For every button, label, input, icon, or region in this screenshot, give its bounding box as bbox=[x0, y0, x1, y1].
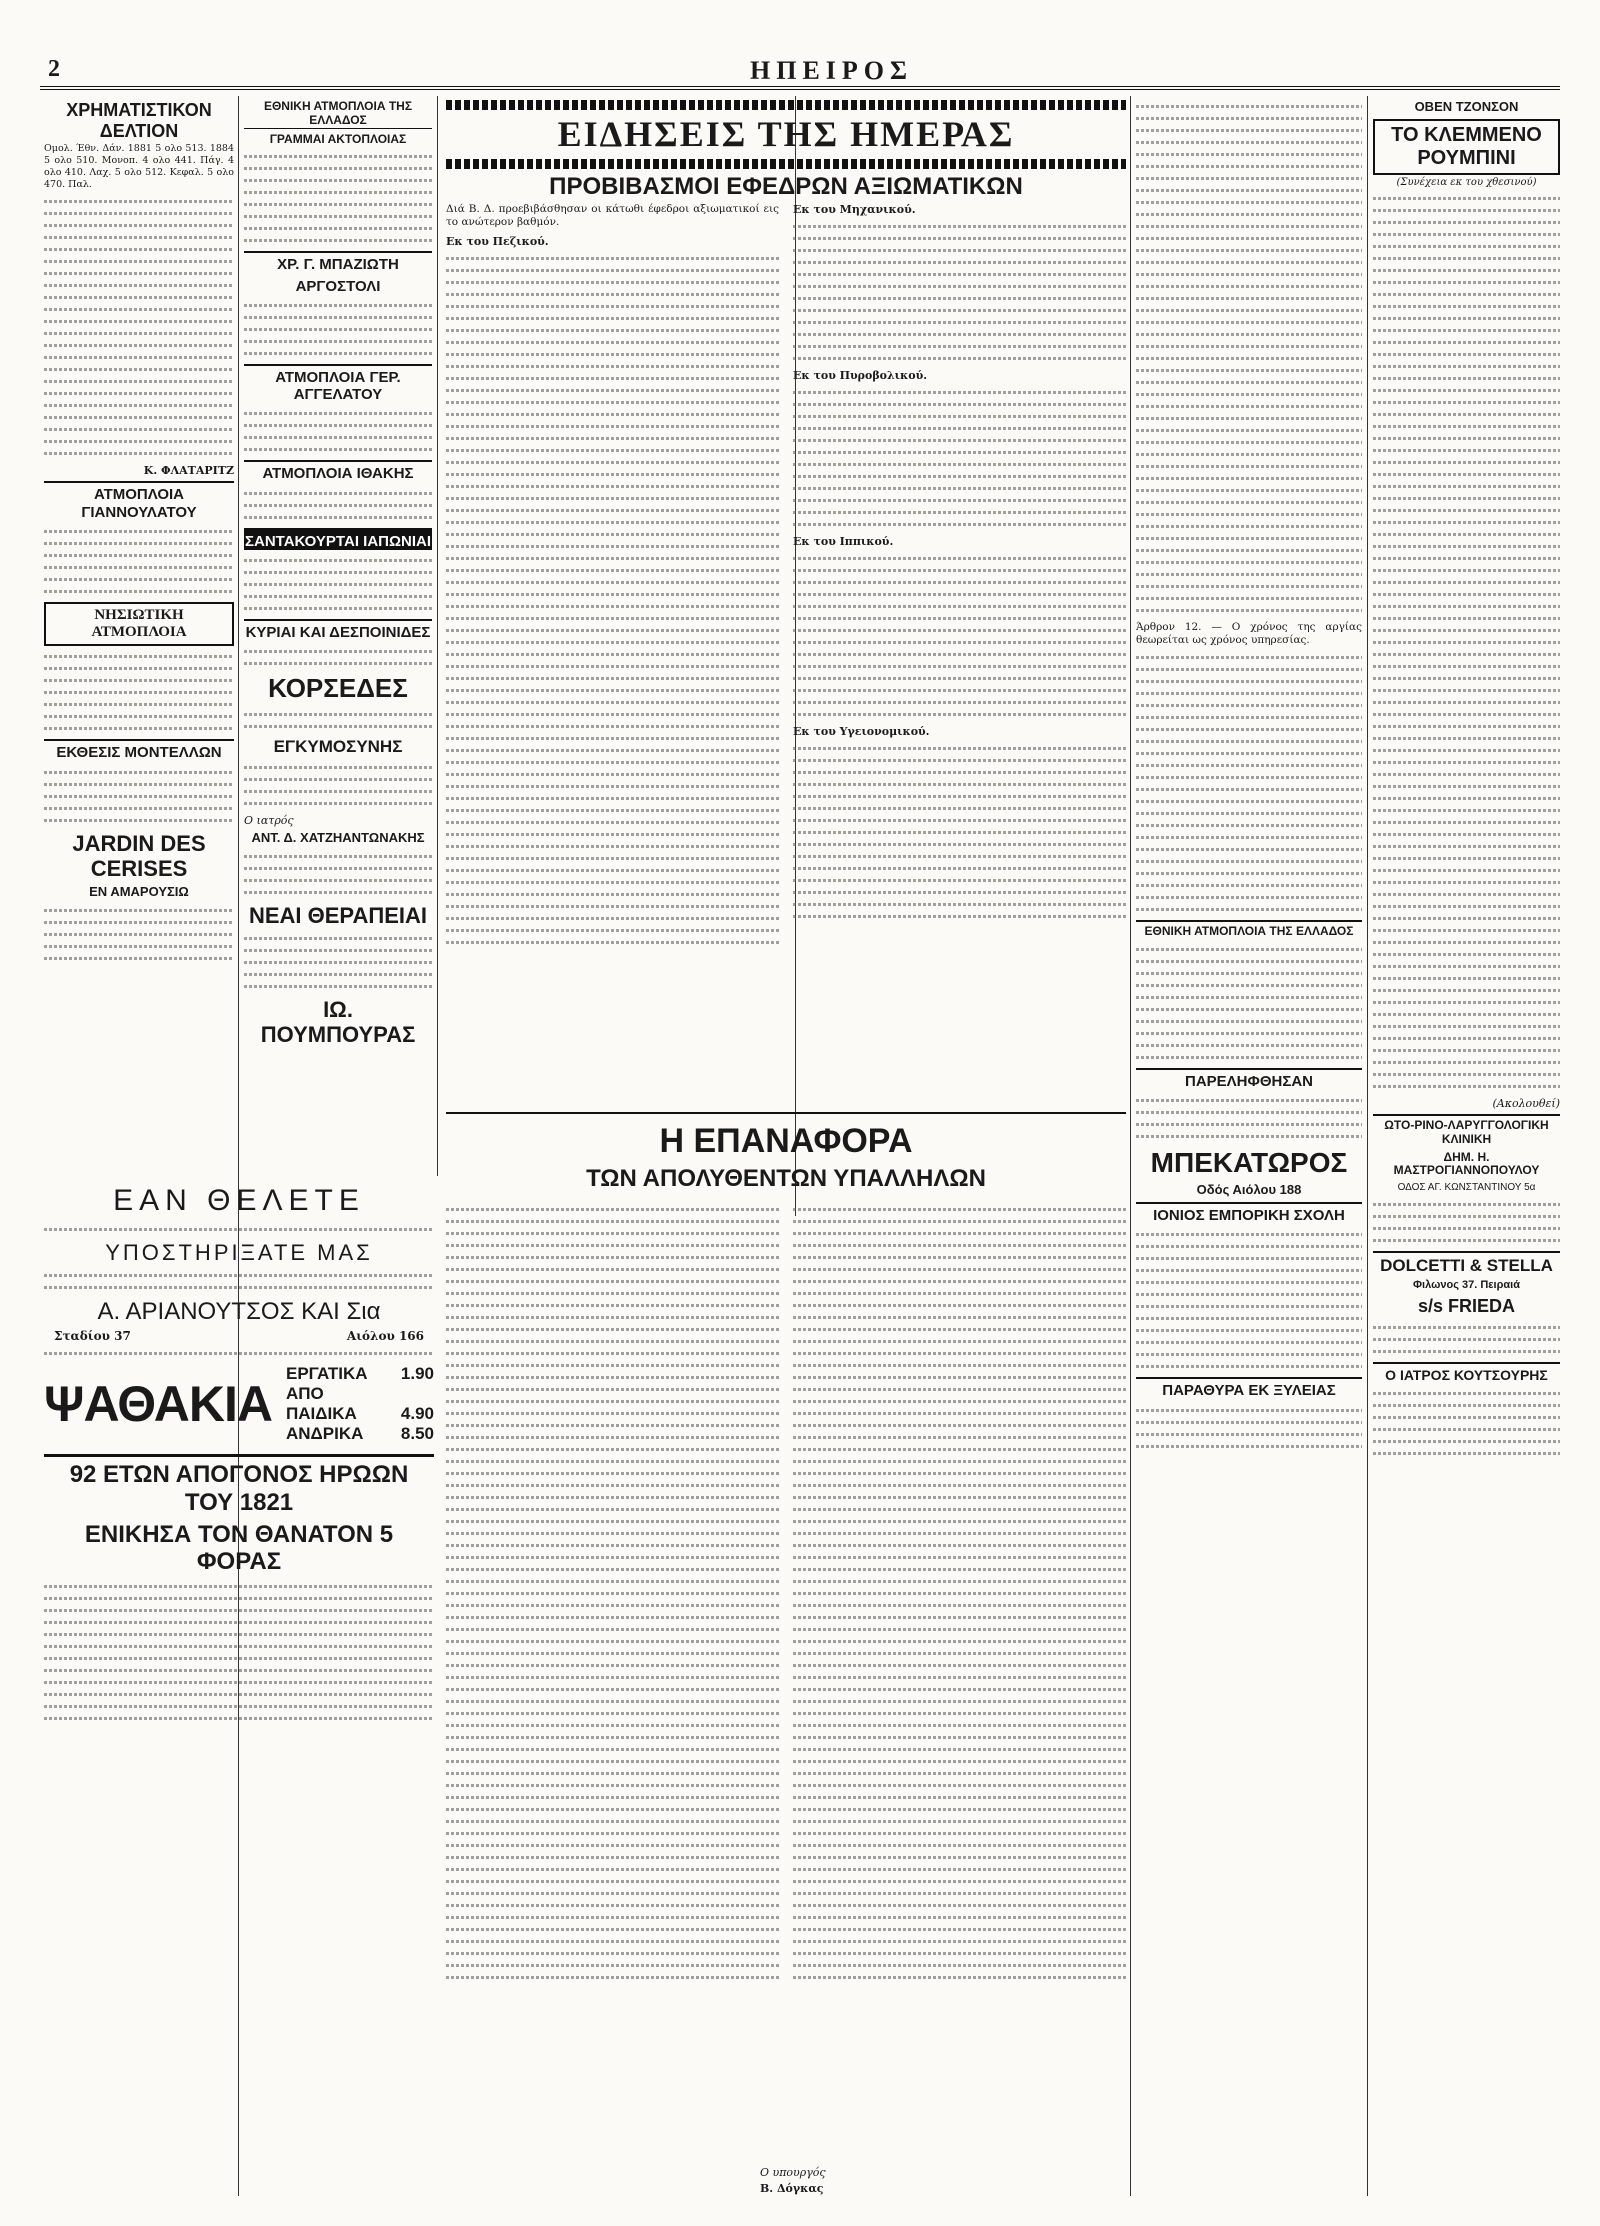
price-row bbox=[286, 1424, 434, 1444]
bekatoros-address: Οδός Αιόλου 188 bbox=[1196, 1182, 1302, 1198]
dolcetti-address: Φιλωνος 37. Πειραιά bbox=[1413, 1279, 1520, 1292]
windows-heading: ΠΑΡΑΘΥΡΑ ΕΚ ΞΥΛΕΙΑΣ bbox=[1136, 1377, 1362, 1399]
body-text bbox=[1373, 197, 1560, 1088]
body-text bbox=[244, 766, 432, 805]
column-rule bbox=[1130, 96, 1131, 2196]
veteran-headline: 92 ΕΤΩΝ ΑΠΟΓΟΝΟΣ ΗΡΩΩΝ ΤΟΥ 1821 bbox=[69, 1461, 409, 1516]
price-row bbox=[286, 1404, 434, 1424]
body-text bbox=[244, 155, 432, 242]
ship-heading: ΕΘΝΙΚΗ ΑΤΜΟΠΛΟΙΑ ΤΗΣ ΕΛΛΑΔΟΣ bbox=[244, 100, 432, 129]
agent-heading: ΧΡ. Γ. ΜΠΑΖΙΩΤΗ bbox=[244, 251, 432, 273]
section-engineers: Εκ του Μηχανικού. bbox=[793, 202, 916, 216]
column-notices bbox=[1136, 96, 1362, 2186]
body-text bbox=[44, 655, 234, 730]
ad-support: ΥΠΟΣΤΗΡΙΞΑΤΕ ΜΑΣ bbox=[105, 1239, 373, 1265]
page-number: 2 bbox=[48, 56, 60, 82]
doctor-title: Ο ιατρός bbox=[244, 813, 294, 827]
serial-author: ΟΒΕΝ ΤΖΟΝΣΟΝ bbox=[1414, 99, 1519, 114]
market-heading: ΧΡΗΜΑΤΙΣΤΙΚΟΝ ΔΕΛΤΙΟΝ bbox=[66, 100, 212, 141]
newspaper-name: ΗΠΕΙΡΟΣ bbox=[750, 56, 914, 85]
repeal-headline: Η ΕΠΑΝΑΦΟΡΑ bbox=[659, 1122, 913, 1160]
body-text bbox=[244, 304, 432, 355]
doctor-name: ΑΝΤ. Δ. ΧΑΤΖΗΑΝΤΩΝΑΚΗΣ bbox=[251, 829, 425, 845]
body-text bbox=[244, 650, 432, 665]
body-text bbox=[244, 855, 432, 894]
expo-heading: ΕΚΘΕΣΙΣ ΜΟΝΤΕΛΛΩΝ bbox=[44, 739, 234, 761]
body-text bbox=[244, 559, 432, 610]
veteran-subheadline: ΕΝΙΚΗΣΑ ΤΟΝ ΘΑΝΑΤΟΝ 5 ΦΟΡΑΣ bbox=[84, 1520, 394, 1576]
news-lead: Διά Β. Δ. προεβιβάσθησαν οι κάτωθι έφεδροι αξιωματικοί εις το ανώτερον βαθμόν. bbox=[446, 202, 779, 228]
japan-heading: ΣΑΝΤΑΚΟΥΡΤΑΙ ΙΑΠΩΝΙΑΙ bbox=[244, 528, 432, 550]
angelatou-heading: ΑΤΜΟΠΛΟΙΑ ΓΕΡ. ΑΓΓΕΛΑΤΟΥ bbox=[244, 364, 432, 404]
body-text bbox=[44, 530, 234, 593]
bottom-left-ads bbox=[44, 1180, 434, 2190]
body-text bbox=[446, 257, 779, 944]
firm-address bbox=[54, 1329, 424, 1343]
body-text bbox=[44, 1274, 434, 1289]
shoes-ad bbox=[44, 1364, 434, 1444]
repeal-subheadline: ΤΩΝ ΑΠΟΛΥΘΕΝΤΩΝ ΥΠΑΛΛΗΛΩΝ bbox=[586, 1165, 986, 1193]
ladies-heading: ΚΥΡΙΑΙ ΚΑΙ ΔΕΣΠΟΙΝΙΔΕΣ bbox=[244, 619, 432, 641]
firm-street: Σταδίου 37 bbox=[54, 1329, 131, 1344]
island-ship-heading: ΝΗΣΙΩΤΙΚΗ ΑΤΜΟΠΛΟΙΑ bbox=[44, 602, 234, 647]
body-text bbox=[44, 1352, 434, 1355]
body-text bbox=[244, 412, 432, 451]
body-text bbox=[244, 492, 432, 519]
news-section bbox=[446, 96, 1126, 1116]
ship-subheading: ΓΡΑΜΜΑΙ ΑΚΤΟΠΛΟΙΑΣ bbox=[269, 131, 407, 146]
column-rule bbox=[1367, 96, 1368, 2196]
ad-headline: ΕΑΝ ΘΕΛΕΤΕ bbox=[113, 1184, 365, 1217]
ithaki-heading: ΑΤΜΟΠΛΟΙΑ ΙΘΑΚΗΣ bbox=[244, 460, 432, 482]
price-list bbox=[286, 1364, 434, 1444]
law-article-text: Άρθρον 12. — Ο χρόνος της αργίας θεωρείται ως χρόνος υπηρεσίας. bbox=[1136, 621, 1362, 646]
price-value: 8.50 bbox=[400, 1424, 434, 1444]
repeal-signature-name: Β. Δόγκας bbox=[760, 2182, 824, 2195]
serial-subtitle: (Συνέχεια εκ του χθεσινού) bbox=[1396, 176, 1537, 188]
market-text: Ομολ. Έθν. Δάν. 1881 5 ολο 513. 1884 5 ολο 510. Μονοπ. 4 ολο 441. Πάγ. 4 ολο 410. Λαχ. 5 ολο 512. Κεφαλ. 5 ολο 470. Παλ. bbox=[44, 143, 234, 191]
argostoli-heading: ΑΡΓΟΣΤΟΛΙ bbox=[295, 277, 381, 295]
body-text bbox=[1136, 1099, 1362, 1138]
body-text bbox=[1373, 1203, 1560, 1242]
ship-heading: ΕΘΝΙΚΗ ΑΤΜΟΠΛΟΙΑ ΤΗΣ ΕΛΛΑΔΟΣ bbox=[1136, 920, 1362, 939]
column-ads bbox=[244, 96, 432, 1176]
body-text bbox=[44, 771, 234, 822]
ship-line-heading: ΑΤΜΟΠΛΟΙΑ ΓΙΑΝΝΟΥΛΑΤΟΥ bbox=[44, 481, 234, 521]
dolcetti-heading: DOLCETTI & STELLA bbox=[1373, 1251, 1560, 1276]
therapies-heading: ΝΕΑΙ ΘΕΡΑΠΕΙΑΙ bbox=[248, 902, 428, 928]
school-heading: ΙΟΝΙΟΣ ΕΜΠΟΡΙΚΗ ΣΧΟΛΗ bbox=[1136, 1202, 1362, 1224]
body-text bbox=[1136, 105, 1362, 612]
body-text bbox=[1373, 1392, 1560, 1455]
body-text bbox=[1373, 1326, 1560, 1353]
jardin-subheading: ΕΝ ΑΜΑΡΟΥΣΙΩ bbox=[89, 884, 189, 900]
article-author: Κ. ΦΛΑΤΑΡΙΤΖ bbox=[143, 464, 234, 478]
body-text bbox=[244, 713, 432, 728]
body-text bbox=[1136, 948, 1362, 1059]
body-text bbox=[44, 1585, 434, 1720]
body-text bbox=[44, 909, 234, 960]
doctor-koutsouris-heading: Ο ΙΑΤΡΟΣ ΚΟΥΤΣΟΥΡΗΣ bbox=[1373, 1362, 1560, 1383]
clinic-address: ΟΔΟΣ ΑΓ. ΚΩΝΣΤΑΝΤΙΝΟΥ 5α bbox=[1397, 1182, 1536, 1194]
section-health: Εκ του Υγειονομικού. bbox=[793, 724, 930, 738]
section-infantry: Εκ του Πεζικού. bbox=[446, 234, 549, 248]
price-row bbox=[286, 1364, 434, 1404]
price-value: 1.90 bbox=[400, 1364, 434, 1384]
serial-title: ΤΟ ΚΛΕΜΜΕΝΟ ΡΟΥΜΠΙΝΙ bbox=[1373, 119, 1560, 175]
column-rule bbox=[437, 96, 438, 1176]
price-value: 4.90 bbox=[400, 1404, 434, 1424]
body-text bbox=[244, 937, 432, 988]
corsets-heading: ΚΟΡΣΕΔΕΣ bbox=[268, 673, 408, 704]
poumpouras-heading: ΙΩ. ΠΟΥΜΠΟΥΡΑΣ bbox=[260, 996, 416, 1048]
banner-ornament bbox=[446, 159, 1126, 169]
body-text bbox=[793, 1199, 1126, 1988]
body-text bbox=[793, 225, 1126, 360]
serial-continues: (Ακολουθεί) bbox=[1492, 1096, 1560, 1110]
banner-ornament bbox=[446, 100, 1126, 110]
news-banner: ΕΙΔΗΣΕΙΣ ΤΗΣ ΗΜΕΡΑΣ bbox=[557, 114, 1015, 154]
shoes-heading: ΨΑΘΑΚΙΑ bbox=[44, 1376, 272, 1433]
column-serial bbox=[1373, 96, 1560, 2186]
price-label: ΕΡΓΑΤΙΚΑ ΑΠΟ bbox=[286, 1364, 368, 1404]
body-text bbox=[446, 1199, 779, 1988]
firm-corner: Αιόλου 166 bbox=[346, 1329, 424, 1344]
firm-name: Α. ΑΡΙΑΝΟΥΤΣΟΣ ΚΑΙ Σια bbox=[97, 1297, 381, 1325]
body-text bbox=[1136, 1409, 1362, 1448]
ship-frieda: s/s FRIEDA bbox=[1417, 1295, 1516, 1316]
bekatoros-heading: ΜΠΕΚΑΤΩΡΟΣ bbox=[1150, 1147, 1348, 1179]
price-label: ΠΑΙΔΙΚΑ bbox=[286, 1404, 357, 1424]
body-text bbox=[44, 200, 234, 455]
pregnancy-heading: ΕΓΚΥΜΟΣΥΝΗΣ bbox=[273, 737, 403, 757]
body-text bbox=[793, 557, 1126, 716]
clinic-doctor: ΔΗΜ. Η. ΜΑΣΤΡΟΓΙΑΝΝΟΠΟΥΛΟΥ bbox=[1393, 1149, 1540, 1178]
repeal-signature-title: Ο υπουργός bbox=[760, 2166, 826, 2179]
section-cavalry: Εκ του Ιππικού. bbox=[793, 534, 894, 548]
arrived-heading: ΠΑΡΕΛΗΦΘΗΣΑΝ bbox=[1136, 1068, 1362, 1090]
body-text bbox=[1136, 1233, 1362, 1368]
clinic-heading: ΩΤΟ-ΡΙΝΟ-ΛΑΡΥΓΓΟΛΟΓΙΚΗ ΚΛΙΝΙΚΗ bbox=[1373, 1114, 1560, 1147]
repeal-article bbox=[446, 1112, 1126, 2194]
body-text bbox=[793, 747, 1126, 918]
body-text bbox=[793, 391, 1126, 526]
body-text bbox=[1136, 656, 1362, 911]
section-artillery: Εκ του Πυροβολικού. bbox=[793, 368, 928, 382]
price-label: ΑΝΔΡΙΚΑ bbox=[286, 1424, 364, 1444]
news-headline: ΠΡΟΒΙΒΑΣΜΟΙ ΕΦΕΔΡΩΝ ΑΞΙΩΜΑΤΙΚΩΝ bbox=[549, 173, 1023, 201]
masthead bbox=[40, 52, 1560, 90]
body-text bbox=[44, 1228, 434, 1231]
jardin-heading: JARDIN DES CERISES bbox=[72, 830, 206, 881]
column-market bbox=[44, 96, 234, 1176]
